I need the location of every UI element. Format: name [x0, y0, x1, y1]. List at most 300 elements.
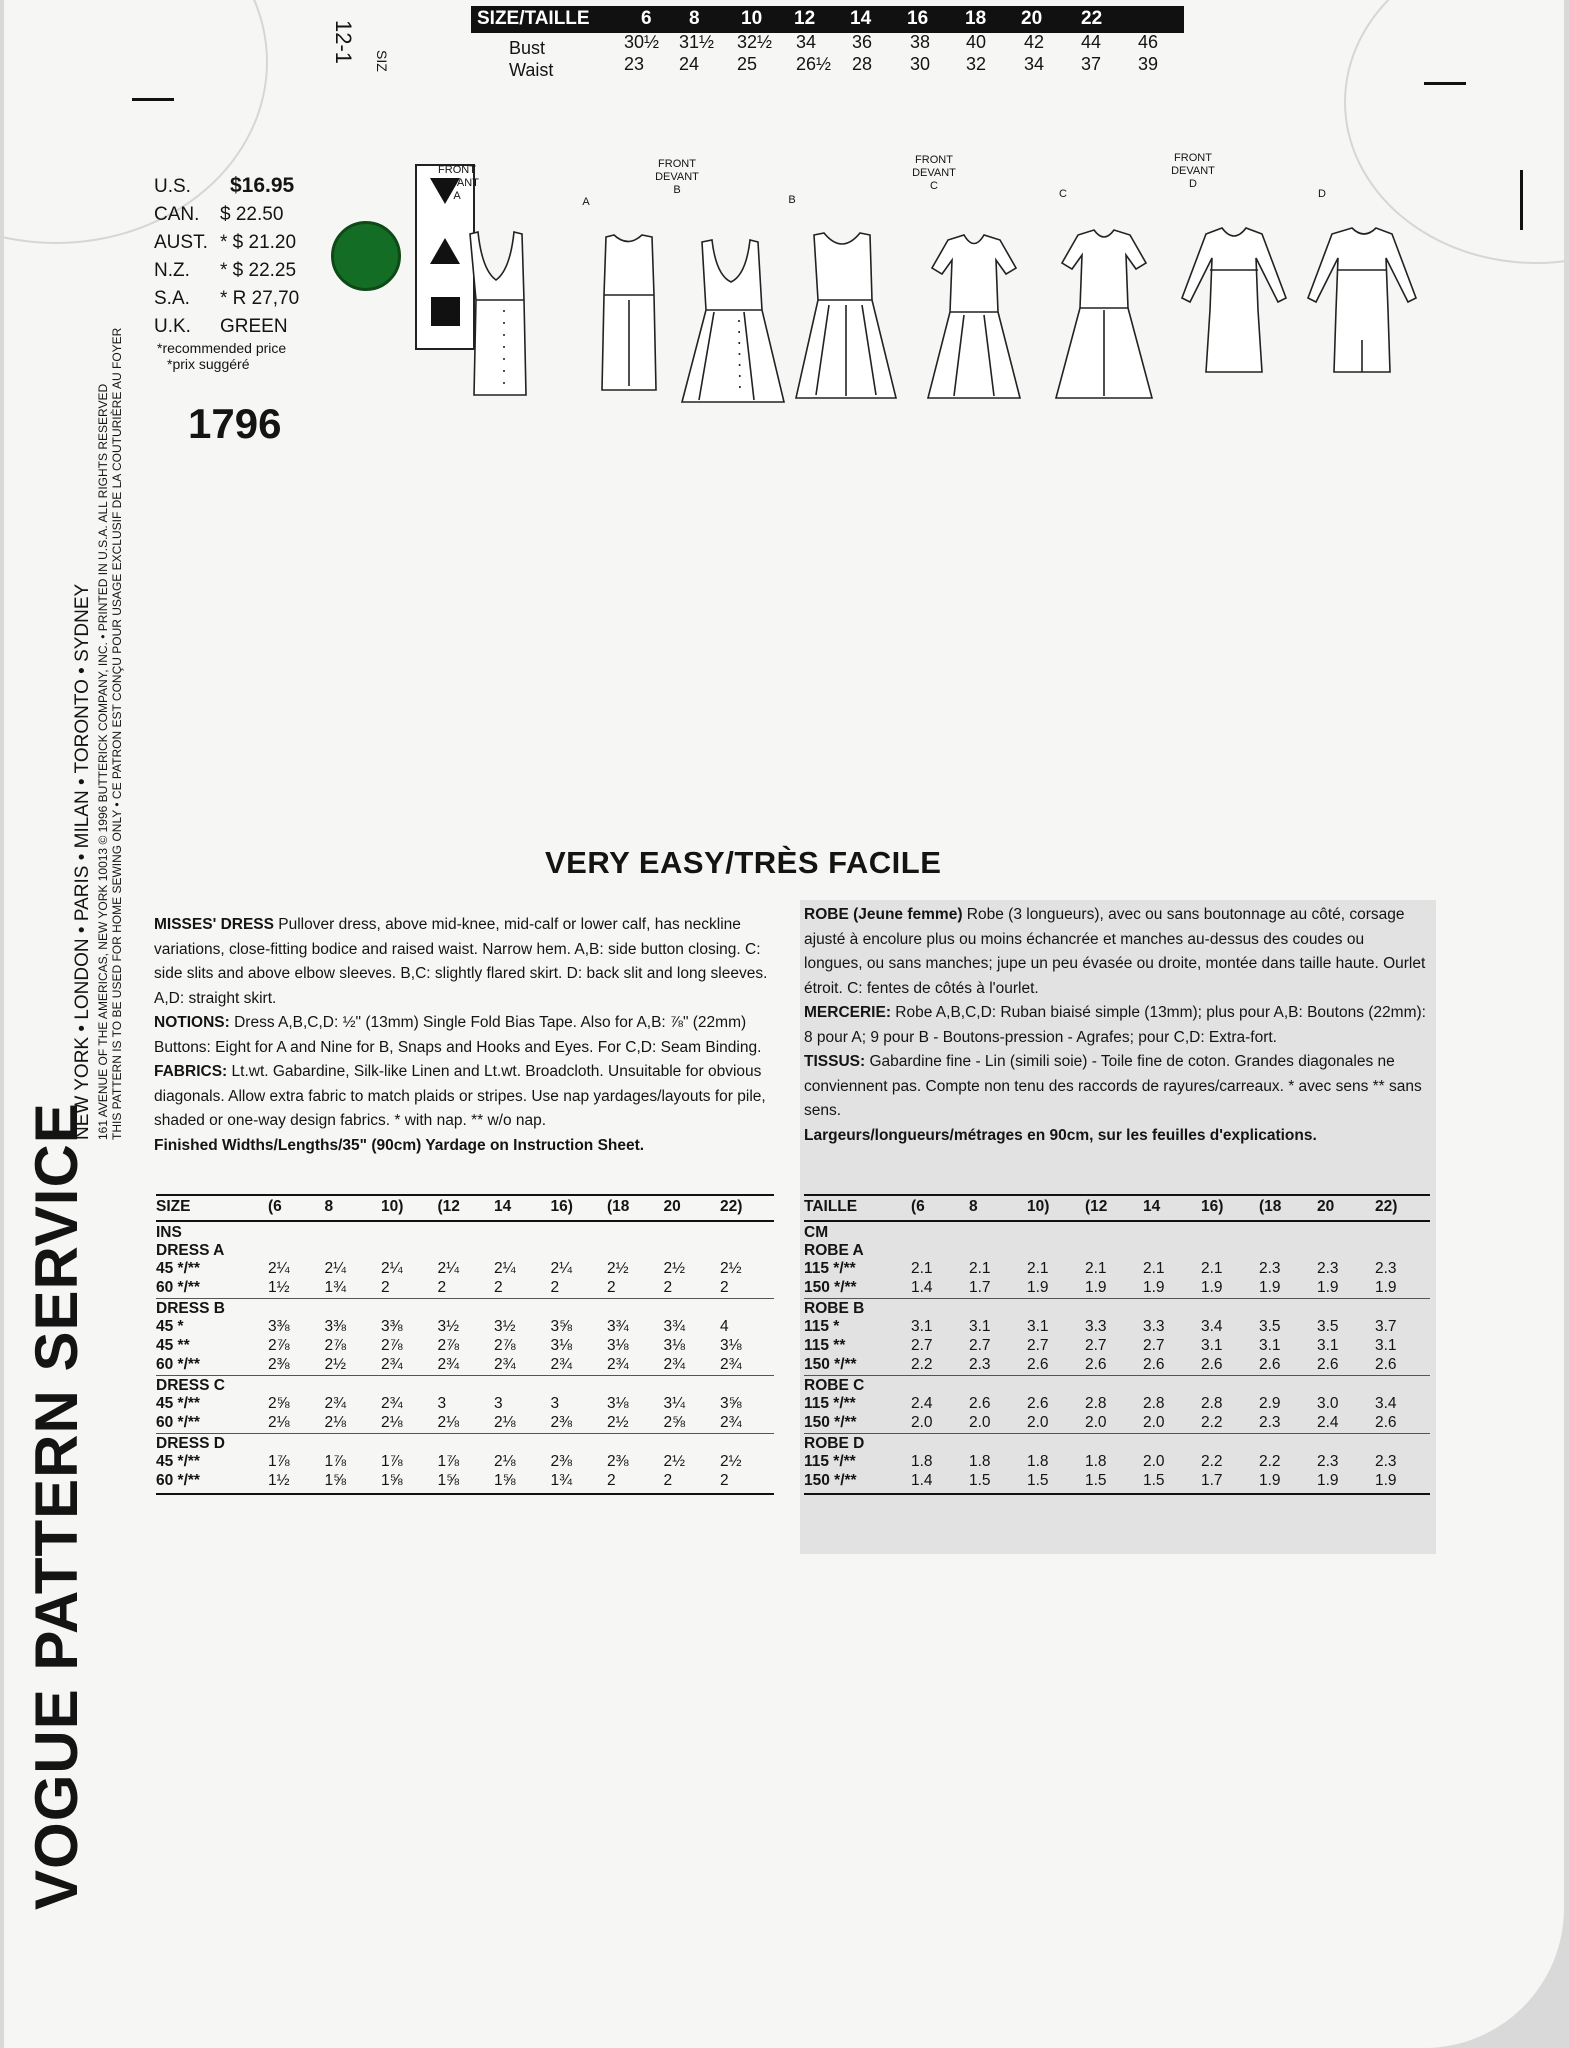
sketch-label: C	[1059, 188, 1067, 200]
table-cell: 1.9	[1143, 1279, 1165, 1296]
table-cell: 2.1	[1085, 1260, 1107, 1277]
table-cell: 2⅜	[268, 1356, 290, 1373]
table-cell: 2.2	[911, 1356, 933, 1373]
table-cell: 2⅝	[268, 1395, 290, 1412]
table-cell: 3⅛	[607, 1395, 629, 1412]
row-label: DRESS D	[156, 1435, 225, 1452]
sketch-label: D	[1318, 188, 1326, 200]
table-cell: 10)	[381, 1198, 404, 1215]
table-cell: 1⅝	[494, 1472, 516, 1489]
notions-text: Robe A,B,C,D: Ruban biaisé simple (13mm); plus pour A,B: Boutons (22mm): 8 pour A; 9 pour B - Boutons-pression - Agrafes; pour C,D: Extra-fort.	[804, 1004, 1426, 1046]
table-cell: 1⅞	[324, 1453, 347, 1470]
table-cell: 2½	[663, 1260, 686, 1277]
price-amount: GREEN	[220, 316, 288, 337]
waist-value: 23	[624, 54, 645, 74]
sketch-label: A	[582, 196, 590, 208]
table-cell: 1.8	[1085, 1453, 1107, 1470]
table-cell: 3.3	[1085, 1318, 1107, 1335]
table-rule	[804, 1493, 1430, 1495]
table-cell: 3.3	[1143, 1318, 1165, 1335]
table-cell: 2⅛	[381, 1414, 403, 1431]
table-rule	[156, 1493, 774, 1495]
table-cell: 3⅝	[720, 1395, 742, 1412]
fine-print-address: 161 AVENUE OF THE AMERICAS, NEW YORK 10013 © 1996 BUTTERICK COMPANY, INC. • PRINTED IN U.S.A. ALL RIGHTS RESERVED	[96, 383, 110, 1140]
table-cell: 2⅞	[324, 1337, 347, 1354]
table-cell: 2.6	[1317, 1356, 1339, 1373]
price-country: S.A.	[154, 288, 190, 309]
row-label: 115 *	[804, 1318, 840, 1335]
table-cell: (12	[437, 1198, 460, 1215]
table-cell: 3.1	[1259, 1337, 1281, 1354]
price-amount: $16.95	[230, 174, 295, 197]
table-cell: 3⅜	[381, 1318, 403, 1335]
sketch-label: FRONT DEVANT D	[1171, 152, 1215, 190]
table-cell: 2½	[324, 1356, 347, 1373]
table-cell: 2⅝	[663, 1414, 686, 1431]
description-text: Pullover dress, above mid-knee, mid-calf or lower calf, has neckline variations, close-fitting bodice and raised waist. Narrow hem. A,B: side button closing. C: side slits and above elbow sleeves. B,C: slightly flared skirt. D: back slit and long sleeves. A,D: straight skirt.	[154, 916, 768, 1007]
table-cell: 2.7	[1027, 1337, 1049, 1354]
table-cell: 2⅞	[494, 1337, 516, 1354]
table-cell: 2.0	[911, 1414, 933, 1431]
table-rule	[804, 1433, 1430, 1434]
table-cell: 3⅝	[550, 1318, 573, 1335]
table-cell: 2.1	[1201, 1260, 1223, 1277]
table-cell: 1⅝	[324, 1472, 347, 1489]
waist-value: 26½	[796, 54, 832, 74]
table-rule	[804, 1298, 1430, 1299]
row-label: 115 */**	[804, 1260, 856, 1277]
size-header-cell: 6	[641, 8, 652, 29]
table-cell: 2.0	[1143, 1414, 1165, 1431]
table-cell: 2.6	[1259, 1356, 1281, 1373]
table-cell: 2½	[663, 1453, 686, 1470]
table-cell: 3⅛	[663, 1337, 686, 1354]
size-header-cell: 14	[850, 8, 872, 29]
pattern-number: 1796	[188, 400, 282, 447]
table-cell: 3¾	[663, 1318, 686, 1335]
description-text: Robe (3 longueurs), avec ou sans boutonnage au côté, corsage ajusté à encolure plus ou moins échancrée et manches au-dessus des coudes ou longues, ou sans manches; jupe un peu évasée ou droite, montée dans taille haute. Ourlet étroit. C: fentes de côtés à l'ourlet.	[804, 906, 1426, 997]
table-cell: 2⅜	[550, 1453, 573, 1470]
fabrics-text: Lt.wt. Gabardine, Silk-like Linen and Lt.wt. Broadcloth. Unsuitable for obvious diagonals. Allow extra fabric to match plaids or stripes. Use nap yardages/layouts for pile, shaded or one-way design fabrics. * with nap. ** w/o nap.	[154, 1063, 766, 1129]
waist-value: 32	[966, 54, 987, 74]
table-cell: 2	[550, 1279, 560, 1296]
table-cell: 2.3	[1375, 1453, 1397, 1470]
size-side-label: SIZ	[374, 50, 390, 72]
row-label: 115 */**	[804, 1453, 856, 1470]
price-country: U.K.	[154, 316, 191, 337]
table-cell: 2⅜	[550, 1414, 573, 1431]
table-cell: 2.3	[1317, 1453, 1339, 1470]
table-cell: 2.7	[1085, 1337, 1107, 1354]
table-cell: 2⅛	[324, 1414, 347, 1431]
waist-value: 34	[1024, 54, 1045, 74]
table-cell: 2½	[607, 1260, 629, 1277]
table-cell: 2.6	[1201, 1356, 1223, 1373]
table-cell: 2¾	[494, 1356, 516, 1373]
table-cell: 3	[550, 1395, 560, 1412]
table-cell: 16)	[1201, 1198, 1224, 1215]
waist-value: 39	[1138, 54, 1159, 74]
table-cell: 3½	[494, 1318, 516, 1335]
table-cell: 2⅛	[494, 1453, 516, 1470]
table-cell: 1.7	[1201, 1472, 1223, 1489]
table-cell: 2.7	[969, 1337, 991, 1354]
bust-value: 40	[966, 32, 987, 52]
row-label: 150 */**	[804, 1356, 857, 1373]
size-header-cell: 22	[1081, 8, 1103, 29]
table-cell: 1.8	[1027, 1453, 1049, 1470]
table-cell: 2¾	[324, 1395, 347, 1412]
table-cell: 2.9	[1259, 1395, 1281, 1412]
price-amount: $ 22.50	[220, 204, 284, 225]
table-cell: 3.5	[1317, 1318, 1339, 1335]
table-rule	[804, 1375, 1430, 1376]
table-cell: 3⅜	[268, 1318, 290, 1335]
fabrics-label: FABRICS:	[154, 1063, 228, 1080]
table-cell: 1.8	[969, 1453, 991, 1470]
price-country: CAN.	[154, 204, 200, 225]
table-cell: (12	[1085, 1198, 1108, 1215]
table-cell: 3.1	[969, 1318, 991, 1335]
bust-value: 46	[1138, 32, 1159, 52]
price-note-en: *recommended price	[157, 340, 287, 356]
table-cell: 1.5	[1143, 1472, 1165, 1489]
sketch-d-back	[1308, 228, 1416, 372]
table-cell: 8	[969, 1198, 978, 1215]
table-cell: 2.6	[1375, 1356, 1397, 1373]
table-cell: 2	[607, 1279, 616, 1296]
brand-name: VOGUE PATTERN SERVICE	[23, 1102, 90, 1910]
bust-value: 31½	[679, 32, 715, 52]
table-cell: 2.0	[969, 1414, 991, 1431]
table-cell: 2½	[607, 1414, 629, 1431]
table-cell: 3.1	[1027, 1318, 1049, 1335]
price-amount: * $ 21.20	[220, 232, 297, 253]
bust-value: 42	[1024, 32, 1045, 52]
table-cell: 1½	[268, 1472, 290, 1489]
table-cell: 1.9	[1201, 1279, 1223, 1296]
row-label: 45 */**	[156, 1453, 200, 1470]
waist-label: Waist	[509, 60, 554, 80]
table-cell: 2¼	[268, 1260, 290, 1277]
table-cell: 16)	[550, 1198, 573, 1215]
row-label: 150 */**	[804, 1472, 857, 1489]
size-header-cell: 10	[741, 8, 763, 29]
row-label: 45 *	[156, 1318, 184, 1335]
table-cell: 2.1	[1143, 1260, 1165, 1277]
waist-value: 30	[910, 54, 931, 74]
table-cell: 2¾	[607, 1356, 629, 1373]
table-cell: 2.6	[1027, 1356, 1049, 1373]
table-cell: 3.4	[1375, 1395, 1397, 1412]
size-header-bar	[471, 6, 1184, 33]
table-cell: 3⅜	[324, 1318, 347, 1335]
table-cell: (18	[607, 1198, 630, 1215]
table-cell: 2.0	[1085, 1414, 1107, 1431]
table-cell: 1.9	[1317, 1472, 1339, 1489]
description-french	[804, 903, 1426, 1148]
row-label: TAILLE	[804, 1198, 858, 1215]
sketch-b-back	[796, 233, 896, 398]
price-note-fr: *prix suggéré	[167, 356, 250, 372]
registration-mark	[132, 98, 174, 101]
table-cell: 2.8	[1143, 1395, 1165, 1412]
description-title: MISSES' DRESS	[154, 916, 274, 933]
table-cell: 20	[1317, 1198, 1335, 1215]
table-cell: 2⅛	[494, 1414, 516, 1431]
size-header-cell: 12	[794, 8, 816, 29]
row-label: 60 */**	[156, 1472, 200, 1489]
sketch-label: FRONT DEVANT A	[435, 164, 479, 202]
table-cell: 1.9	[1259, 1472, 1281, 1489]
green-price-dot	[331, 221, 401, 291]
sketch-label: FRONT DEVANT C	[912, 154, 956, 192]
table-cell: 1.8	[911, 1453, 933, 1470]
table-cell: 3.4	[1201, 1318, 1223, 1335]
table-cell: 2.0	[1143, 1453, 1165, 1470]
table-cell: 3⅛	[550, 1337, 573, 1354]
table-cell: 3.1	[1375, 1337, 1397, 1354]
table-cell: 2¼	[324, 1260, 347, 1277]
table-cell: 3¼	[663, 1395, 686, 1412]
row-label: ROBE D	[804, 1435, 865, 1452]
price-amount: * $ 22.25	[220, 260, 297, 281]
table-cell: 1.5	[1085, 1472, 1107, 1489]
table-cell: 2.8	[1201, 1395, 1223, 1412]
table-cell: 1.9	[1027, 1279, 1049, 1296]
table-cell: 2⅞	[381, 1337, 403, 1354]
size-header-cell: 8	[689, 8, 700, 29]
table-cell: 2¾	[437, 1356, 460, 1373]
table-cell: 2¼	[550, 1260, 573, 1277]
table-cell: 3.5	[1259, 1318, 1281, 1335]
row-label: 150 */**	[804, 1279, 857, 1296]
size-header-cell: 20	[1021, 8, 1043, 29]
table-cell: 2⅞	[268, 1337, 290, 1354]
table-cell: 1.7	[969, 1279, 991, 1296]
size-header-cell: 16	[907, 8, 929, 29]
waist-value: 25	[737, 54, 758, 74]
table-cell: 2.6	[1375, 1414, 1397, 1431]
table-cell: 1.5	[969, 1472, 991, 1489]
table-cell: 14	[494, 1198, 512, 1215]
table-cell: 2.3	[1259, 1414, 1281, 1431]
table-cell: 2¼	[494, 1260, 516, 1277]
table-cell: 2.8	[1085, 1395, 1107, 1412]
price-country: N.Z.	[154, 260, 190, 281]
pattern-envelope-back	[4, 0, 1564, 2048]
row-label: 45 **	[156, 1337, 190, 1354]
table-cell: 3.1	[1201, 1337, 1223, 1354]
table-cell: 2.7	[1143, 1337, 1165, 1354]
table-cell: 1.9	[1375, 1279, 1397, 1296]
row-label: 45 */**	[156, 1395, 200, 1412]
description-english	[154, 913, 774, 1158]
table-cell: 2.6	[1027, 1395, 1049, 1412]
table-cell: 2¾	[550, 1356, 573, 1373]
table-cell: 2¾	[663, 1356, 686, 1373]
fabrics-text: Gabardine fine - Lin (simili soie) - Toile fine de coton. Grandes diagonales ne conviennent pas. Compte non tenu des raccords de rayures/carreaux. * avec sens ** sans sens.	[804, 1053, 1422, 1119]
finished-note: Finished Widths/Lengths/35" (90cm) Yardage on Instruction Sheet.	[154, 1136, 645, 1154]
table-rule	[804, 1194, 1430, 1196]
table-cell: 2.6	[969, 1395, 991, 1412]
sketch-a-back	[602, 235, 656, 390]
table-cell: 2⅞	[437, 1337, 460, 1354]
sketch-c-front	[928, 235, 1020, 398]
table-rule	[156, 1220, 774, 1222]
sketch-d-front	[1182, 228, 1286, 372]
table-cell: 3.1	[1317, 1337, 1339, 1354]
table-cell: 1.9	[1085, 1279, 1107, 1296]
row-label: 115 */**	[804, 1395, 856, 1412]
waist-value: 37	[1081, 54, 1102, 74]
table-cell: 14	[1143, 1198, 1161, 1215]
table-cell: 3⅛	[720, 1337, 742, 1354]
table-cell: 2.3	[1375, 1260, 1397, 1277]
table-cell: 2.4	[911, 1395, 933, 1412]
row-label: INS	[156, 1224, 182, 1241]
row-label: ROBE A	[804, 1242, 864, 1259]
table-cell: 3	[437, 1395, 447, 1412]
table-cell: 1¾	[324, 1279, 347, 1296]
table-cell: 3.0	[1317, 1395, 1339, 1412]
bust-value: 34	[796, 32, 817, 52]
table-cell: 3½	[437, 1318, 460, 1335]
table-rule	[156, 1298, 774, 1299]
table-cell: 2.6	[1143, 1356, 1165, 1373]
table-cell: 1.9	[1259, 1279, 1281, 1296]
table-cell: 1⅝	[437, 1472, 460, 1489]
waist-value: 28	[852, 54, 873, 74]
sketch-b-front	[682, 240, 784, 402]
price-note	[157, 340, 286, 372]
waist-value: 24	[679, 54, 700, 74]
bust-label: Bust	[509, 38, 546, 58]
price-amount: * R 27,70	[220, 288, 300, 309]
table-cell: 2.3	[1317, 1260, 1339, 1277]
table-cell: 3⅛	[607, 1337, 629, 1354]
sketch-label: B	[788, 194, 796, 206]
table-rule	[156, 1375, 774, 1376]
table-cell: 2⅜	[607, 1453, 629, 1470]
bust-value: 32½	[737, 32, 773, 52]
table-cell: 2.2	[1259, 1453, 1281, 1470]
table-cell: 3	[494, 1395, 503, 1412]
table-cell: 2.1	[969, 1260, 991, 1277]
row-label: 60 */**	[156, 1414, 200, 1431]
table-rule	[156, 1433, 774, 1434]
bust-value: 44	[1081, 32, 1102, 52]
table-rule	[804, 1220, 1430, 1222]
table-cell: 1.9	[1375, 1472, 1397, 1489]
notions-label: NOTIONS:	[154, 1014, 230, 1031]
table-cell: 2.6	[1085, 1356, 1107, 1373]
size-header-label: SIZE/TAILLE	[477, 8, 590, 29]
table-cell: 2¾	[720, 1356, 742, 1373]
sketch-a-front	[470, 232, 526, 395]
table-cell: (6	[268, 1198, 282, 1215]
city-list: NEW YORK • LONDON • PARIS • MILAN • TORONTO • SYDNEY	[72, 583, 93, 1140]
row-label: DRESS B	[156, 1300, 225, 1317]
table-cell: 2.2	[1201, 1453, 1223, 1470]
notions-label: MERCERIE:	[804, 1004, 891, 1021]
row-label: 60 */**	[156, 1356, 200, 1373]
row-label: 115 **	[804, 1337, 846, 1354]
table-cell: (18	[1259, 1198, 1282, 1215]
description-title: ROBE (Jeune femme)	[804, 906, 963, 923]
table-cell: 2.0	[1027, 1414, 1049, 1431]
table-cell: 2¼	[381, 1260, 403, 1277]
sketch-c-back	[1056, 230, 1152, 398]
registration-mark	[1424, 82, 1466, 85]
bust-value: 38	[910, 32, 931, 52]
table-cell: 3.1	[911, 1318, 933, 1335]
table-cell: 20	[663, 1198, 681, 1215]
row-label: 60 */**	[156, 1279, 200, 1296]
fabrics-label: TISSUS:	[804, 1053, 866, 1070]
table-cell: 2.1	[1027, 1260, 1049, 1277]
difficulty-heading: VERY EASY/TRÈS FACILE	[545, 845, 942, 880]
table-cell: 1½	[268, 1279, 290, 1296]
sketch-label: FRONT DEVANT B	[655, 158, 699, 196]
row-label: DRESS A	[156, 1242, 225, 1259]
row-label: ROBE C	[804, 1377, 865, 1394]
table-cell: 2.3	[969, 1356, 991, 1373]
row-label: 45 */**	[156, 1260, 200, 1277]
table-cell: 1⅞	[268, 1453, 290, 1470]
bust-value: 30½	[624, 32, 660, 52]
table-cell: 1⅝	[381, 1472, 403, 1489]
table-cell: 1⅞	[381, 1453, 403, 1470]
finished-note: Largeurs/longueurs/métrages en 90cm, sur les feuilles d'explications.	[804, 1126, 1317, 1144]
table-cell: 2.2	[1201, 1414, 1223, 1431]
price-country: AUST.	[154, 232, 208, 253]
table-cell: 2¾	[381, 1395, 403, 1412]
table-cell: 2⅛	[268, 1414, 290, 1431]
table-cell: 2	[663, 1279, 673, 1296]
table-cell: 2	[494, 1279, 503, 1296]
table-cell: 1.4	[911, 1279, 933, 1296]
registration-mark	[1520, 170, 1523, 230]
table-cell: 1.4	[911, 1472, 933, 1489]
row-label: 150 */**	[804, 1414, 857, 1431]
notions-text: Dress A,B,C,D: ½" (13mm) Single Fold Bias Tape. Also for A,B: ⅞" (22mm) Buttons: Eight for A and Nine for B, Snaps and Hooks and Eyes. For C,D: Seam Binding.	[154, 1014, 762, 1056]
table-cell: 8	[324, 1198, 334, 1215]
row-label: SIZE	[156, 1198, 191, 1215]
size-header-cell: 18	[965, 8, 987, 29]
table-cell: 2.1	[911, 1260, 933, 1277]
table-cell: 2½	[720, 1453, 742, 1470]
table-cell: 2.3	[1259, 1260, 1281, 1277]
table-cell: 2.4	[1317, 1414, 1339, 1431]
table-cell: 2	[607, 1472, 616, 1489]
table-cell: 4	[720, 1318, 729, 1335]
table-cell: 2⅛	[437, 1414, 460, 1431]
row-label: DRESS C	[156, 1377, 225, 1394]
fine-print-home-sewing: THIS PATTERN IS TO BE USED FOR HOME SEWING ONLY • CE PATRON EST CONÇU POUR USAGE EXCLUSIF DE LA COUTURIÈRE AU FOYER	[110, 327, 124, 1140]
table-cell: 1¾	[550, 1472, 573, 1489]
table-cell: 1.9	[1317, 1279, 1339, 1296]
size-code: 12-1	[331, 20, 356, 65]
table-cell: 2	[720, 1279, 729, 1296]
table-cell: 2	[381, 1279, 390, 1296]
table-cell: 22)	[720, 1198, 743, 1215]
table-rule	[156, 1194, 774, 1196]
table-cell: 3¾	[607, 1318, 629, 1335]
table-cell: 2	[663, 1472, 673, 1489]
table-cell: 2	[720, 1472, 729, 1489]
table-cell: 2.7	[911, 1337, 933, 1354]
